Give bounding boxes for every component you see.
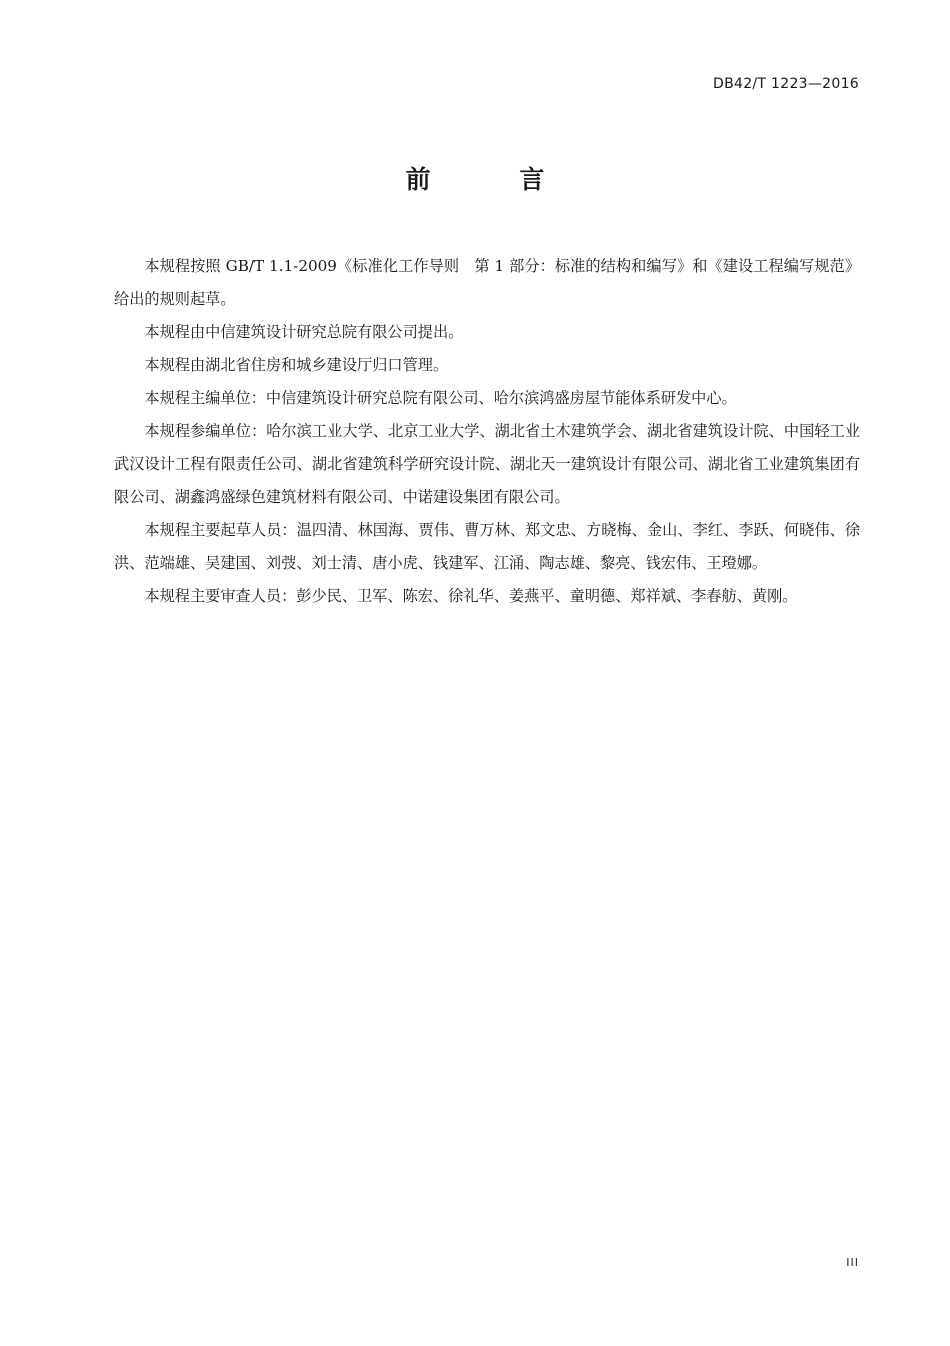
paragraph-administrator: 本规程由湖北省住房和城乡建设厅归口管理。	[144, 356, 449, 374]
paragraph-participating-units: 本规程参编单位：哈尔滨工业大学、北京工业大学、湖北省土木建筑学会、湖北省建筑设计院、中国轻工业武汉设计工程有限责任公司、湖北省建筑科学研究设计院、湖北天一建筑设计有限公司、湖北省工业建筑集团有限公司、湖鑫鸿盛绿色建筑材料有限公司、中诺建设集团有限公司。	[114, 422, 860, 506]
paragraph-drafting-rules: 本规程按照 GB/T 1.1-2009《标准化工作导则 第 1 部分：标准的结构和编写》和《建设工程编写规范》给出的规则起草。	[114, 257, 860, 308]
paragraph-proposer: 本规程由中信建筑设计研究总院有限公司提出。	[144, 323, 464, 341]
paragraph-reviewers: 本规程主要审查人员：彭少民、卫军、陈宏、徐礼华、姜燕平、童明德、郑祥斌、李春舫、黄刚。	[144, 587, 798, 605]
page-title: 前 言	[405, 165, 585, 194]
foreword-body	[114, 250, 860, 613]
standard-code: DB42/T 1223—2016	[713, 76, 859, 92]
paragraph-drafters: 本规程主要起草人员：温四清、林国海、贾伟、曹万林、郑文忠、方晓梅、金山、李红、李跃、何晓伟、徐洪、范端雄、吴建国、刘弢、刘士清、唐小虎、钱建军、江涌、陶志雄、黎亮、钱宏伟、王璒娜。	[114, 521, 860, 572]
paragraph-chief-editors: 本规程主编单位：中信建筑设计研究总院有限公司、哈尔滨鸿盛房屋节能体系研发中心。	[144, 389, 737, 407]
page-number: III	[846, 1256, 859, 1269]
